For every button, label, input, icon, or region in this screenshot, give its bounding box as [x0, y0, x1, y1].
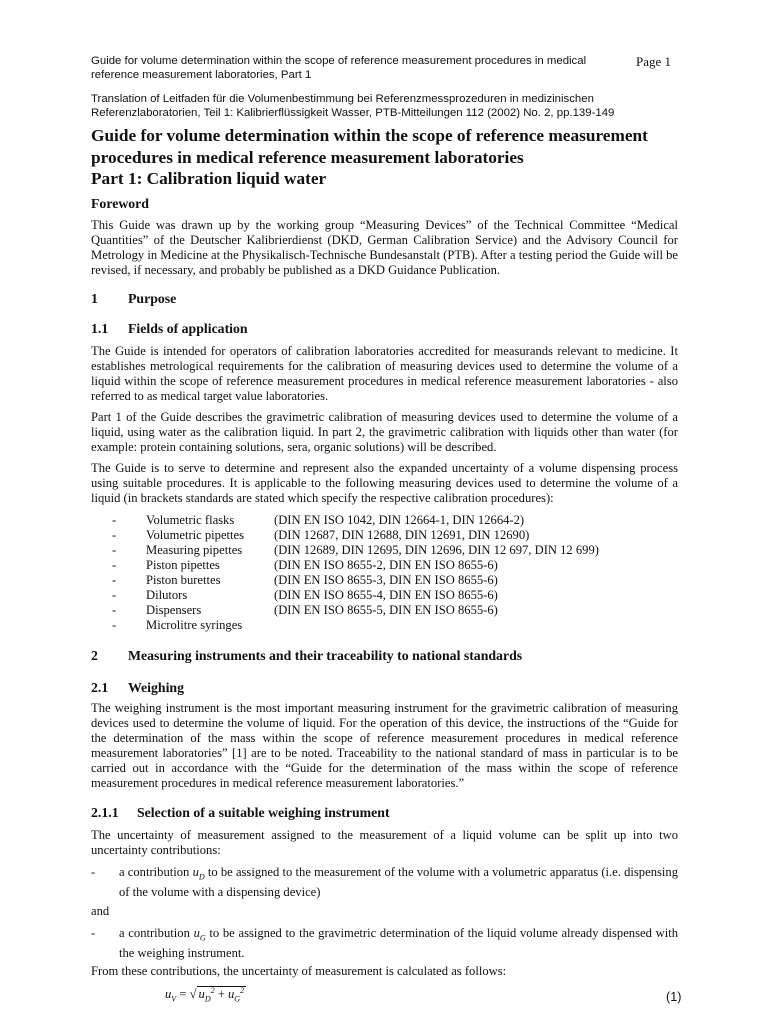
symbol-u: u [192, 865, 199, 879]
formula-lhs: u [165, 987, 172, 1002]
section-2-heading [91, 648, 678, 664]
list-item [91, 558, 678, 573]
device-name: Dilutors [146, 588, 188, 602]
section-number: 1.1 [91, 321, 109, 336]
section-1-1-heading [91, 321, 678, 337]
title-line-2: procedures in medical reference measurement laboratories [91, 147, 524, 167]
device-standards: (DIN EN ISO 8655-3, DIN EN ISO 8655-6) [274, 573, 498, 587]
device-standards: (DIN 12689, DIN 12695, DIN 12696, DIN 12 697, DIN 12 699) [274, 543, 599, 557]
symbol-subscript: G [199, 933, 206, 943]
device-standards: (DIN EN ISO 8655-5, DIN EN ISO 8655-6) [274, 603, 498, 617]
term-exponent: 2 [210, 986, 215, 995]
fields-paragraph-3: The Guide is to serve to determine and represent also the expanded uncertainty of a volume dispensing process using suitable procedures. It is applicable to the following measuring devices used to determine the volume of a liquid (in brackets standards are stated which specify the respective calibration procedures): [91, 461, 678, 505]
device-name: Piston pipettes [146, 558, 220, 572]
device-name: Microlitre syringes [146, 618, 243, 632]
term-u: u [228, 987, 235, 1002]
list-item [91, 528, 678, 543]
translation-note: Translation of Leitfaden für die Volumenbestimmung bei Referenzmessprozeduren in medizinischen Referenzlaboratorien, Teil 1: Kalibrierflüssigkeit Wasser, PTB-Mitteilungen 112 (2002) No. 2, pp.139-149 [91, 93, 615, 119]
device-name: Dispensers [146, 603, 202, 617]
device-name: Measuring pipettes [146, 543, 243, 557]
list-item [91, 603, 678, 618]
device-standards: (DIN 12687, DIN 12688, DIN 12691, DIN 12690) [274, 528, 530, 542]
list-dash: - [91, 926, 96, 940]
term-u: u [198, 987, 205, 1002]
list-dash: - [112, 513, 117, 527]
list-dash: - [91, 865, 96, 879]
list-item [91, 588, 678, 603]
equation-number: (1) [666, 990, 682, 1004]
list-item [91, 543, 678, 558]
symbol-u: u [193, 926, 200, 940]
and-connector: and [91, 904, 110, 918]
running-header-title: Guide for volume determination within the scope of reference measurement procedures in medical reference measurement laboratories, Part 1 [91, 55, 587, 81]
section-2-1-heading [91, 680, 678, 696]
section-2-1-1-heading [91, 805, 678, 821]
list-dash: - [112, 528, 117, 542]
device-standards: (DIN EN ISO 8655-2, DIN EN ISO 8655-6) [274, 558, 498, 572]
bullet-text [119, 865, 678, 900]
document-title [91, 125, 691, 190]
list-dash: - [112, 573, 117, 587]
title-line-3: Part 1: Calibration liquid water [91, 169, 327, 188]
list-dash: - [112, 543, 117, 557]
uncertainty-outro: From these contributions, the uncertainty of measurement is calculated as follows: [91, 964, 507, 978]
fields-paragraph-2: Part 1 of the Guide describes the gravimetric calibration of measuring devices used to determine the volume of a liquid, using water as the calibration liquid. In part 2, the gravimetric calibration with liquids other than water (for example: protein containing solutions, sera, organic solutions) will be described. [91, 410, 678, 454]
bullet-contribution-g [91, 926, 678, 961]
formula-plus: + [214, 987, 228, 1002]
list-item [91, 513, 678, 528]
list-dash: - [112, 588, 117, 602]
section-number: 1 [91, 291, 98, 306]
device-standards: (DIN EN ISO 8655-4, DIN EN ISO 8655-6) [274, 588, 498, 602]
bullet-text-start: a contribution [119, 926, 194, 940]
section-title: Fields of application [128, 321, 248, 336]
title-line-1: Guide for volume determination within the scope of reference measurement [91, 126, 648, 145]
bullet-contribution-d [91, 865, 678, 900]
foreword-text: This Guide was drawn up by the working group “Measuring Devices” of the Technical Committee “Medical Quantities” of the Deutscher Kalibrierdienst (DKD, German Calibration Service) and the Advisory Council for Metrology in Medicine at the Physikalisch-Technische Bundesanstalt (PTB). After a testing period the Guide will be revised, if necessary, and probably be published as a DKD Guidance Publication. [91, 218, 678, 277]
fields-paragraph-1: The Guide is intended for operators of calibration laboratories accredited for measurands relevant to medicine. It establishes metrological requirements for the calibration of measuring devices used to determine the volume of a liquid within the scope of reference measurement procedures in medical reference measurement laboratories - also referred to as medical target value laboratories. [91, 344, 678, 403]
section-number: 2.1 [91, 680, 109, 695]
term-subscript: D [204, 994, 211, 1004]
uncertainty-intro: The uncertainty of measurement assigned to the measurement of a liquid volume can be split up into two uncertainty contributions: [91, 828, 678, 857]
term-subscript: G [234, 994, 241, 1004]
list-item [91, 618, 678, 633]
list-dash: - [112, 603, 117, 617]
page-number: Page 1 [636, 54, 672, 69]
section-title: Selection of a suitable weighing instrument [137, 805, 390, 820]
device-list [91, 513, 678, 633]
formula-lhs-subscript: V [171, 994, 177, 1004]
section-title: Measuring instruments and their traceability to national standards [128, 648, 523, 663]
list-item [91, 573, 678, 588]
list-dash: - [112, 618, 117, 632]
device-name: Volumetric flasks [146, 513, 235, 527]
symbol-subscript: D [198, 872, 205, 882]
bullet-text-start: a contribution [119, 865, 193, 879]
formula-radicand [197, 986, 247, 1004]
formula-equals: = [176, 987, 190, 1002]
section-title: Weighing [128, 680, 184, 695]
bullet-text [119, 926, 678, 961]
section-title: Purpose [128, 291, 177, 306]
sqrt-symbol: √ [189, 987, 197, 1002]
term-exponent: 2 [240, 986, 245, 995]
weighing-paragraph: The weighing instrument is the most important measuring instrument for the gravimetric calibration of measuring devices used to determine the volume of liquid. For the operation of this device, the instructions of the “Guide for the determination of the mass within the scope of reference measurement procedures in medical reference measurement laboratories” [1] are to be noted. Traceability to the national standard of mass in particular is to be carried out in accordance with the “Guide for the determination of the mass within the scope of reference measurement procedures in medical reference measurement laboratories.” [91, 701, 678, 790]
device-name: Piston burettes [146, 573, 221, 587]
list-dash: - [112, 558, 117, 572]
bullet-text-end: to be assigned to the measurement of the volume with a volumetric apparatus (i.e. dispensing of the volume with a dispensing device) [119, 865, 678, 899]
section-1-heading [91, 291, 678, 307]
device-name: Volumetric pipettes [146, 528, 245, 542]
section-number: 2 [91, 648, 98, 663]
equation-1 [165, 986, 246, 1004]
bullet-text-end: to be assigned to the gravimetric determination of the liquid volume already dispensed with the weighing instrument. [119, 926, 678, 960]
device-standards: (DIN EN ISO 1042, DIN 12664-1, DIN 12664-2) [274, 513, 525, 527]
section-number: 2.1.1 [91, 805, 119, 820]
foreword-heading: Foreword [91, 196, 149, 211]
